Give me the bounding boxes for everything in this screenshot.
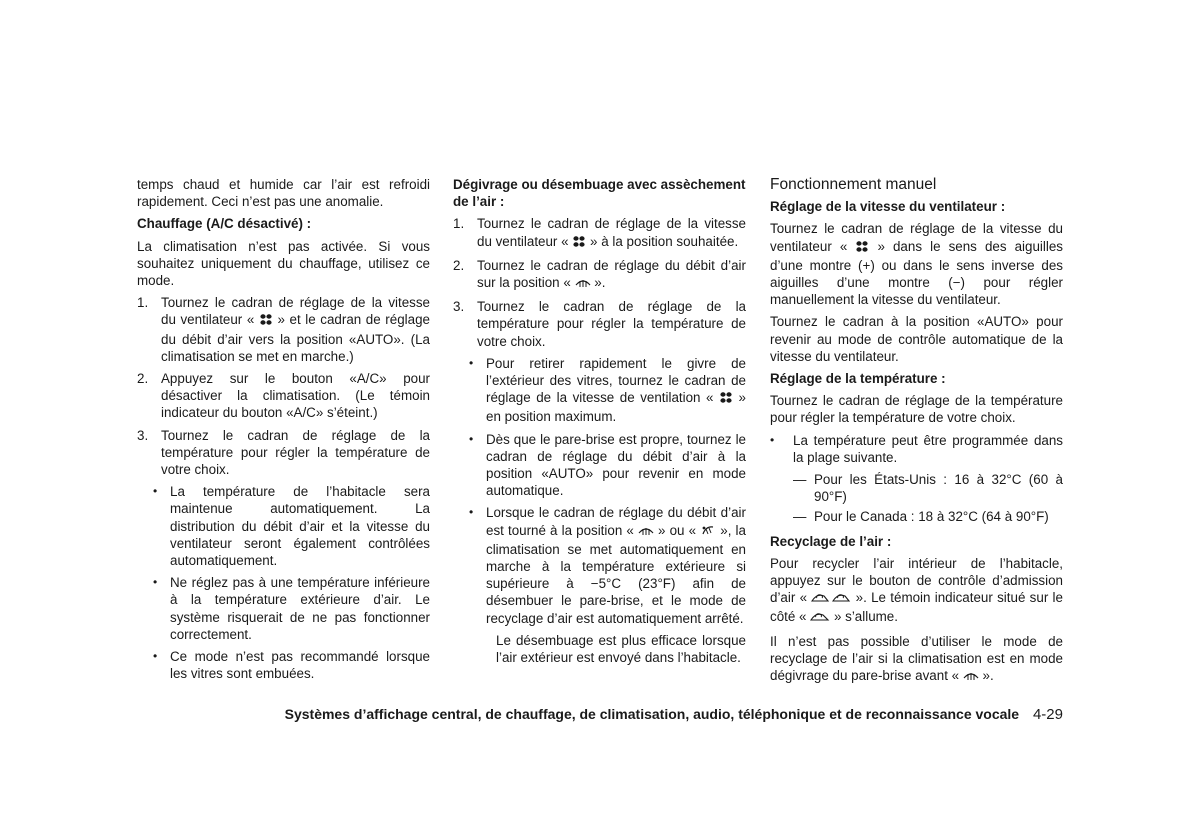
heating-paragraph: La climatisation n’est pas activée. Si vous souhaitez uniquement du chauffage, utilisez ce mode. [137, 238, 430, 289]
step-number: 3. [137, 427, 149, 443]
column-3 [770, 176, 1063, 691]
defrost-icon [575, 276, 591, 293]
step-text-a: Tournez le cadran de réglage de la vitesse du ventilateur « [161, 295, 430, 328]
fan-paragraph-b: » dans le sens des aiguilles d’une montre (+) ou dans le sens inverse des aiguilles d’une montre (−) pour régler manuellement la vitesse du ventilateur. [770, 238, 1063, 308]
recirc-text-a: Pour recycler l’air intérieur de l’habitacle, appuyez sur le bouton de contrôle d’admission d’air « [770, 555, 1063, 606]
heading-temperature: Réglage de la température : [770, 371, 946, 387]
heading-defrost: Dégivrage ou désembuage avec assèchement de l’air : [453, 177, 746, 210]
step-text-b: ». [594, 275, 606, 291]
bullet-text: Ne réglez pas à une température inférieure à la température extérieure d’air. Le système risquerait de ne pas fonctionner correctement. [170, 575, 430, 642]
step-text [161, 294, 430, 365]
fan-icon [572, 235, 586, 252]
recirc2-text-a: Il n’est pas possible d’utiliser le mode de recyclage de l’air si la climatisation est en mode dégivrage du pare-brise avant « [770, 633, 1063, 684]
bullet-text-c: », la climatisation se met automatiquement en marche à la température extérieure si supérieure à −5°C (23°F) afin de désembuer le pare-brise, et le mode de recyclage d’air est automatiquement arrêté. [486, 522, 746, 626]
recirc2-text-b: ». [982, 668, 994, 684]
heading-fan-speed: Réglage de la vitesse du ventilateur : [770, 199, 1006, 215]
bullet-dot: • [469, 355, 474, 370]
bullet-dot: • [153, 649, 158, 664]
dash-marker: — [793, 472, 807, 488]
recirculation-icon [810, 610, 830, 627]
step-text [477, 215, 746, 251]
step-2 [137, 370, 430, 422]
bullet-item [469, 504, 746, 626]
recirculation-paragraph [770, 555, 1063, 628]
defrost-icon [638, 524, 654, 541]
bullet-item [469, 431, 746, 500]
bullet-text-a: Lorsque le cadran de réglage du débit d’air est tourné à la position « [486, 505, 746, 538]
range-item-us [793, 471, 1063, 505]
step-text-a: Tournez le cadran de réglage du débit d’air sur la position « [477, 257, 746, 291]
bullet-text [486, 355, 746, 426]
fan-paragraph [770, 220, 1063, 308]
bullet-item [770, 432, 1063, 466]
recirculation-paragraph-2 [770, 633, 1063, 687]
step-2 [453, 257, 746, 293]
defrost-icon [963, 669, 979, 686]
bullet-text: La température peut être programmée dans la plage suivante. [793, 432, 1063, 465]
bullet-item [469, 355, 746, 426]
step-number: 2. [137, 371, 149, 387]
bullet-item [153, 648, 430, 682]
bullet-text: Ce mode n’est pas recommandé lorsque les vitres sont embuées. [170, 649, 430, 682]
step-text: Tournez le cadran de réglage de la température pour régler la température de votre choix. [477, 299, 746, 349]
range-item-canada [793, 508, 1063, 525]
section-title: Fonctionnement manuel [770, 176, 937, 193]
fan-auto-paragraph: Tournez le cadran à la position «AUTO» pour revenir au mode de contrôle automatique de la vitesse du ventilateur. [770, 314, 1063, 364]
bullet-dot: • [770, 432, 775, 447]
step-number: 1. [453, 216, 465, 232]
bullet-item [153, 483, 430, 569]
defrost-floor-icon [700, 524, 716, 541]
step-number: 3. [453, 299, 465, 315]
bullet-dot: • [153, 575, 158, 590]
bullet-dot: • [469, 431, 474, 446]
step-text-b: » et le cadran de réglage du débit d’air vers la position «AUTO». (La climatisation se met en marche.) [161, 312, 430, 364]
intro-paragraph: temps chaud et humide car l’air est refroidi rapidement. Ceci n’est pas une anomalie. [137, 177, 430, 210]
bullet-text [486, 504, 746, 626]
range-text: Pour le Canada : 18 à 32°C (64 à 90°F) [814, 509, 1049, 525]
column-1 [137, 176, 430, 687]
column-2 [453, 176, 746, 671]
bullet-dot: • [153, 484, 158, 499]
step-text: Appuyez sur le bouton «A/C» pour désactiver la climatisation. (Le témoin indicateur du bouton «A/C» s’éteint.) [161, 371, 430, 421]
bullet-text: Dès que le pare-brise est propre, tournez le cadran de réglage du débit d’air à la position «AUTO» pour revenir en mode automatique. [486, 431, 746, 499]
bullet-text-a: Pour retirer rapidement le givre de l’extérieur des vitres, tournez le cadran de réglage de la vitesse de ventilation « [486, 355, 746, 406]
step-text-b: » à la position souhaitée. [590, 233, 739, 249]
recirc-text-b: ». Le témoin indicateur situé sur le côté « [770, 590, 1063, 625]
step-number: 1. [137, 295, 149, 311]
bullet-item [153, 574, 430, 643]
bullet-text-b: » ou « [658, 522, 697, 538]
footer-title: Systèmes d’affichage central, de chauffage, de climatisation, audio, téléphonique et de reconnaissance vocale [284, 706, 1020, 722]
step-1 [453, 215, 746, 251]
step-1 [137, 294, 430, 365]
recirculation-icon [811, 591, 851, 608]
recirc-text-c: » s’allume. [833, 609, 898, 625]
fan-paragraph-a: Tournez le cadran de réglage de la vitesse du ventilateur « [770, 221, 1063, 254]
temperature-paragraph: Tournez le cadran de réglage de la température pour régler la température de votre choix. [770, 393, 1063, 426]
step-3 [137, 427, 430, 479]
fan-icon [855, 240, 869, 257]
page-footer [0, 706, 1063, 723]
bullet-dot: • [469, 505, 474, 520]
step-text-a: Tournez le cadran de réglage de la vitesse du ventilateur « [477, 216, 746, 249]
heading-recirculation: Recyclage de l’air : [770, 533, 892, 549]
step-number: 2. [453, 257, 465, 273]
bullet-text-b: » en position maximum. [486, 390, 746, 425]
page-number: 4-29 [1032, 706, 1063, 723]
defrost-note: Le désembuage est plus efficace lorsque l’air extérieur est envoyé dans l’habitacle. [496, 632, 746, 666]
fan-icon [719, 391, 733, 408]
dash-marker: — [793, 509, 807, 525]
bullet-text: La température de l’habitacle sera maintenue automatiquement. La distribution du débit d’air et la vitesse du ventilateur seront également contrôlées automatiquement. [170, 484, 430, 569]
step-3 [453, 298, 746, 350]
step-text: Tournez le cadran de réglage de la température pour régler la température de votre choix. [161, 427, 430, 478]
step-text [477, 257, 746, 293]
fan-icon [259, 313, 273, 330]
heading-heating: Chauffage (A/C désactivé) : [137, 216, 312, 232]
range-text: Pour les États-Unis : 16 à 32°C (60 à 90°F) [814, 472, 1063, 505]
